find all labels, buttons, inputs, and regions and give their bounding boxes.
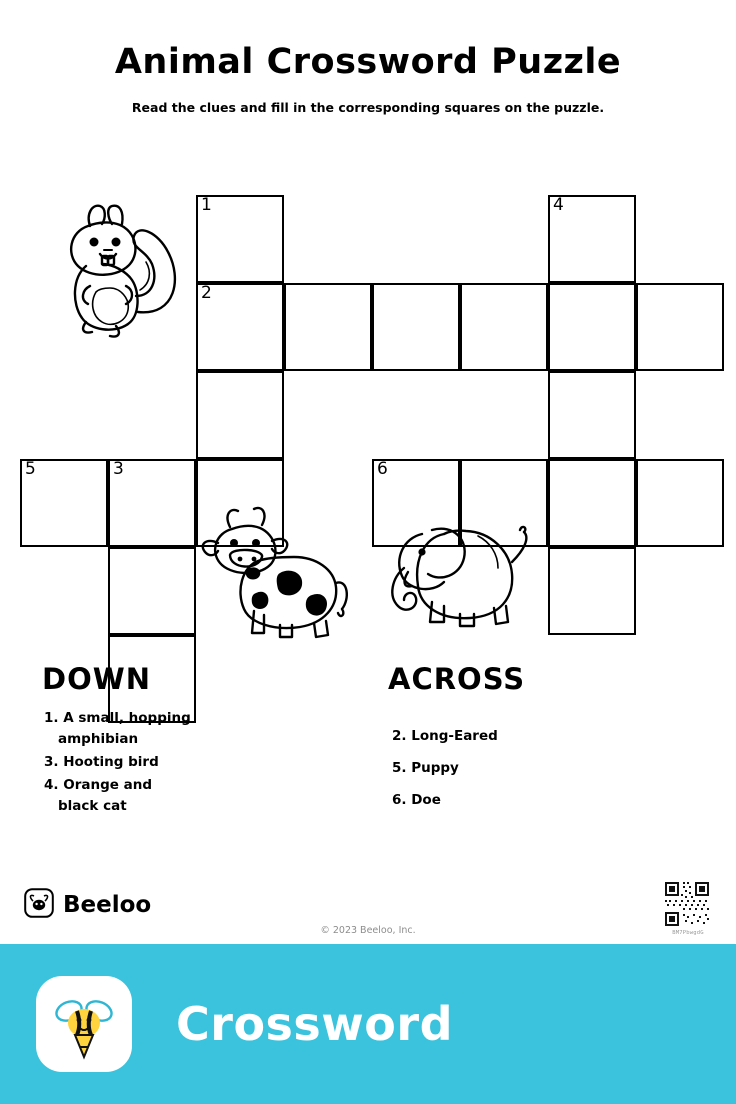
clue-item: 6. Doe xyxy=(392,791,441,808)
brand-logo-group xyxy=(24,888,151,922)
squirrel-illustration xyxy=(42,192,182,342)
cell-number: 1 xyxy=(201,195,212,215)
across-heading: ACROSS xyxy=(388,662,526,696)
crossword-cell[interactable] xyxy=(548,371,636,459)
crossword-cell[interactable] xyxy=(636,283,724,371)
cell-number: 3 xyxy=(113,459,124,479)
clue-item: 2. Long-Eared xyxy=(392,728,498,744)
qr-code-label: BM7PbwgdG xyxy=(672,930,704,936)
clue-item: 5. Puppy xyxy=(392,759,459,776)
down-heading: DOWN xyxy=(42,662,151,696)
crossword-cell[interactable] xyxy=(372,283,460,371)
qr-code xyxy=(663,880,711,928)
elephant-illustration xyxy=(378,490,538,635)
crossword-cell[interactable] xyxy=(196,371,284,459)
crossword-cell[interactable] xyxy=(20,459,108,547)
cell-number: 2 xyxy=(201,283,212,303)
clue-item: 1. A small, hopping amphibian xyxy=(44,710,191,747)
banner-label: Crossword xyxy=(176,997,454,1051)
crossword-cell[interactable] xyxy=(548,283,636,371)
crossword-cell[interactable] xyxy=(548,459,636,547)
clue-item: 3. Hooting bird xyxy=(44,753,159,770)
crossword-cell[interactable] xyxy=(636,459,724,547)
crossword-cell[interactable] xyxy=(460,283,548,371)
beeloo-bee-logo xyxy=(36,976,132,1072)
crossword-cell[interactable] xyxy=(108,547,196,635)
cell-number: 4 xyxy=(553,195,564,215)
copyright-text: © 2023 Beeloo, Inc. xyxy=(320,925,416,936)
brand-name: Beeloo xyxy=(63,892,152,918)
cow-illustration xyxy=(196,487,361,642)
crossword-cell[interactable] xyxy=(548,547,636,635)
clue-item: 4. Orange and black cat xyxy=(44,776,152,814)
page-subtitle: Read the clues and fill in the corresponding squares on the puzzle. xyxy=(131,100,605,115)
down-clue-list xyxy=(44,708,194,819)
bottom-banner xyxy=(0,944,736,1104)
crossword-cell[interactable] xyxy=(284,283,372,371)
crossword-cell[interactable] xyxy=(108,459,196,547)
across-clue-list xyxy=(392,726,612,822)
crossword-cell[interactable] xyxy=(196,195,284,283)
cell-number: 5 xyxy=(25,459,36,479)
bee-logo-icon xyxy=(24,888,54,922)
cell-number: 6 xyxy=(377,459,388,479)
crossword-cell[interactable] xyxy=(548,195,636,283)
page-title: Animal Crossword Puzzle xyxy=(114,42,622,82)
crossword-cell[interactable] xyxy=(196,283,284,371)
